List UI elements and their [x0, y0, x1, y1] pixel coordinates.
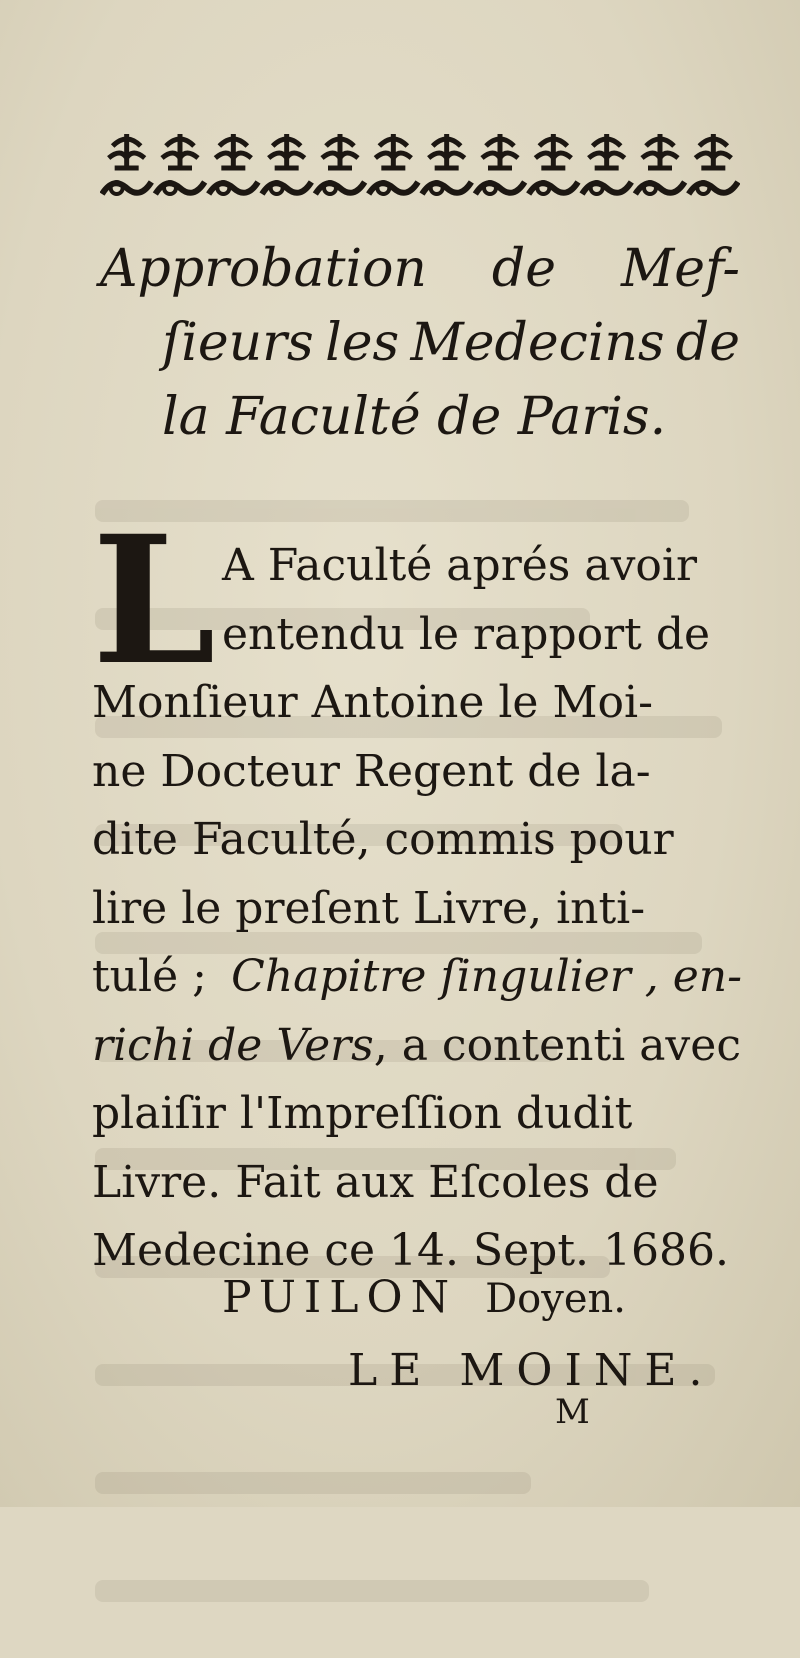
fleuron-icon	[582, 134, 631, 194]
fleuron-ornament-band	[100, 128, 740, 206]
fleuron-icon	[369, 134, 418, 194]
text-line: Monſieur Antoine le Moi-	[92, 677, 653, 728]
text-line: Livre. Fait aux Eſcoles de	[92, 1156, 659, 1208]
fleuron-icon	[102, 134, 151, 194]
text-line: lire le preſent Livre, inti-	[92, 882, 646, 934]
heading-line-2	[100, 306, 740, 380]
approbation-body	[92, 497, 742, 1286]
signature-letter-m: M	[555, 1392, 590, 1432]
text-line: Medecine ce 14. Sept. 1686.	[92, 1225, 729, 1276]
book-title-italic: richi de Vers	[92, 1019, 374, 1071]
fleuron-icon	[422, 134, 471, 194]
heading-line-3: la Faculté de Paris.	[162, 387, 667, 447]
book-title-italic: Chapitre ſingulier , en-	[231, 951, 742, 1002]
fleuron-icon	[155, 134, 204, 194]
fleuron-icon	[315, 134, 364, 194]
heading-line-1	[100, 232, 740, 306]
heading-word: Mef-	[621, 239, 740, 299]
text-span: , a contenti avec	[373, 1019, 741, 1071]
text-line: ne Docteur Regent de la-	[92, 745, 651, 797]
heading-word: Medecins	[410, 313, 665, 373]
text-span: tulé ;	[92, 951, 207, 1002]
text-line	[92, 1012, 742, 1081]
fleuron-icon	[209, 134, 258, 194]
dean-title: Doyen.	[485, 1276, 626, 1322]
signature-dean	[222, 1272, 626, 1323]
text-line: entendu le rapport de	[222, 608, 711, 660]
heading-word: de	[675, 313, 740, 373]
heading-word: ſieurs	[162, 313, 314, 373]
text-line	[92, 943, 742, 1012]
dean-name: PUILON	[222, 1272, 458, 1323]
signature-reviewer: LE MOINE.	[348, 1345, 715, 1396]
fleuron-icon	[262, 134, 311, 194]
text-line: plaiſir l'Impreſſion dudit	[92, 1088, 633, 1139]
text-line: dite Faculté, commis pour	[92, 814, 674, 865]
fleuron-icon	[689, 134, 738, 194]
fleuron-icon	[475, 134, 524, 194]
text-line: A Faculté aprés avoir	[222, 540, 698, 591]
heading-word: de	[491, 239, 556, 299]
drop-cap: L	[92, 497, 216, 704]
fleuron-icon	[529, 134, 578, 194]
fleuron-icon	[635, 134, 684, 194]
heading-word: les	[325, 313, 400, 373]
approbation-heading	[100, 232, 740, 454]
heading-word: Approbation	[100, 239, 427, 299]
